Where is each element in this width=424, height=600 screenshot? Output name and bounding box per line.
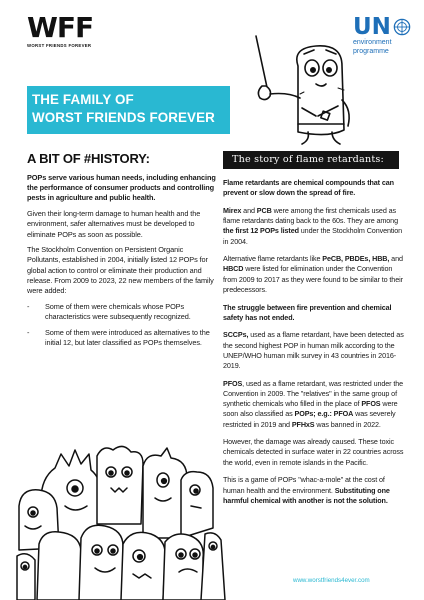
story-p3-text: and [389, 254, 403, 264]
story-p2-text: and [241, 205, 257, 215]
story-p6-text: was banned in 2022. [314, 419, 381, 429]
history-bullet-text: Some of them were chemicals whose POPs characteristics were subsequently recognized. [45, 301, 191, 321]
mascot-illustration [238, 28, 360, 148]
wff-logo-tagline: WORST FRIENDS FOREVER [27, 43, 92, 48]
history-heading: A BIT OF #HISTORY: [27, 151, 150, 166]
story-p2-bold: the first 12 POPs listed [223, 226, 299, 236]
story-p8-text: This is a game of POPs "whac-a-mole" at the cost of human health and the environment. [223, 475, 385, 495]
story-p6-bold: PFOS [361, 399, 381, 409]
bullet-dash: - [27, 301, 30, 311]
story-paragraph-1 [223, 178, 404, 198]
history-bullet-item [27, 328, 217, 348]
story-heading: The story of flame retardants: [223, 151, 399, 169]
wff-logo-text: WFF [27, 11, 94, 44]
story-p6-text: was severely restricted in 2019 and [223, 409, 396, 429]
story-p4-text: The struggle between fire prevention and chemical safety has not ended. [223, 302, 392, 322]
bullet-dash: - [27, 328, 30, 338]
history-section [27, 151, 217, 355]
un-logo-text: UN [353, 14, 391, 40]
story-p1-text: Flame retardants are chemical compounds that can prevent or slow down the spread of fire. [223, 178, 394, 198]
un-emblem-icon [393, 18, 411, 36]
story-paragraph-5 [223, 330, 404, 371]
banner-line-2: WORST FRIENDS FOREVER [32, 110, 215, 125]
story-p6-bold: PFOS [223, 378, 243, 388]
history-bullet-list [27, 302, 217, 349]
story-paragraph-8 [223, 475, 404, 506]
story-paragraph-7: However, the damage was already caused. These toxic chemicals detected in surface water in 22 countries across the world, even in remote islands in the Pacific. [223, 437, 404, 467]
monsters-illustration [15, 426, 227, 600]
footer-website-link[interactable]: www.worstfriends4ever.com [293, 577, 370, 584]
history-bullet-item [27, 302, 217, 322]
story-p8-bold: Substituting one harmful chemical with another is not the solution. [223, 485, 390, 505]
story-section [223, 178, 404, 513]
story-p2-text: under the Stockholm Convention in 2004. [223, 226, 403, 246]
un-environment-logo [353, 16, 413, 56]
wff-logo [27, 11, 94, 48]
history-bullet-text: Some of them were introduced as alternatives to the initial 12, but later classified as POPs themselves. [45, 328, 210, 348]
story-paragraph-4 [223, 303, 404, 323]
story-paragraph-3 [223, 254, 404, 295]
story-paragraph-2 [223, 206, 404, 247]
story-p6-bold: POPs; e.g.: PFOA [294, 409, 354, 419]
story-p3-bold: HBCD [223, 264, 244, 274]
history-paragraph-2: Given their long-term damage to human health and the environment, safer alternatives must be developed to eliminate POPs as soon as possible. [27, 209, 201, 239]
story-p2-bold: PCB [256, 205, 272, 215]
history-paragraph-3: The Stockholm Convention on Persistent Organic Pollutants, established in 2004, initially listed 12 POPs for global action to control or eliminate their production and release. From 2009 to 2023, 22 new members of the family were added: [27, 245, 214, 296]
story-p2-bold: Mirex [223, 205, 242, 215]
story-p3-bold: PeCB, PBDEs, HBB, [322, 254, 390, 264]
story-p6-bold: PFHxS [291, 419, 315, 429]
story-p3-text: were listed for elimination under the Convention from 2009 to 2017 as they were found to be similar to their predecessors. [223, 264, 403, 294]
story-paragraph-6 [223, 379, 404, 430]
story-p5-text: used as a flame retardant, have been detected as the second highest POP in human milk according to the UNEP/WHO human milk survey in 43 countries in 2016-2019. [223, 330, 404, 371]
un-logo-line2: programme [353, 48, 389, 55]
banner-line-1: THE FAMILY OF [32, 92, 134, 107]
history-paragraph-1: POPs serve various human needs, including enhancing the performance of consumer products and controlling pests in agriculture and public health. [27, 173, 216, 203]
title-banner [27, 86, 230, 134]
story-p3-text: Alternative flame retardants like [223, 254, 323, 264]
story-p6-text: were soon also classified as [223, 399, 398, 419]
un-logo-line1: environment [353, 39, 392, 46]
story-p5-bold: SCCPs, [223, 330, 249, 340]
story-p2-text: were among the first chemicals used as flame retardants dating back to the 60s. They are among [223, 205, 398, 226]
story-p6-text: , used as a flame retardant, was restricted under the Convention in 2009. The "relatives" in the same group of synthetic chemicals who filled in the place of [223, 378, 404, 409]
